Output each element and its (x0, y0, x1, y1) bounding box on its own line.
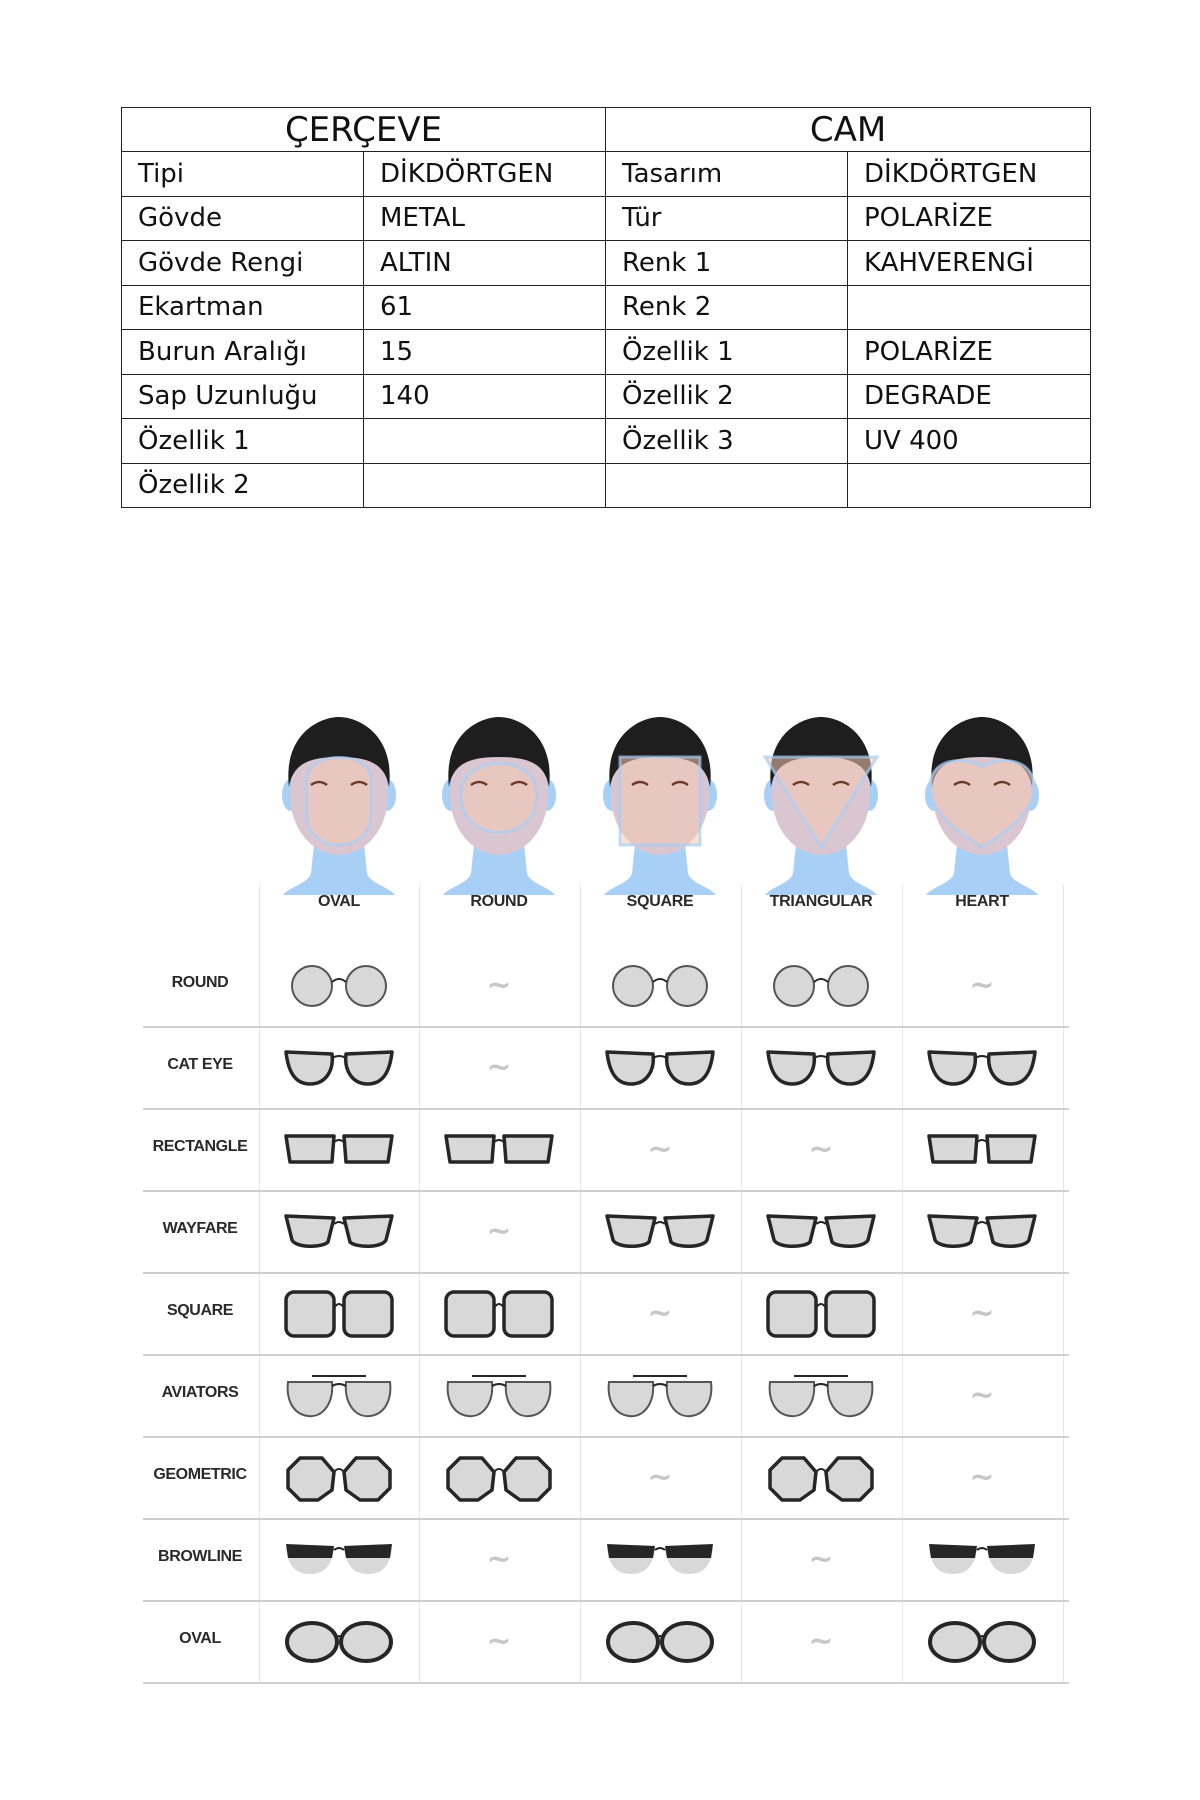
rectangle-glasses-icon (442, 1122, 556, 1178)
suitable-cell (580, 1519, 740, 1601)
suitable-cell (902, 1027, 1062, 1109)
spec-table (121, 107, 1091, 508)
frame-style-label: SQUARE (166, 1302, 234, 1319)
geometric-glasses-icon (764, 1450, 878, 1506)
frame-spec-value: 140 (364, 374, 606, 419)
lens-spec-value: DEGRADE (848, 374, 1091, 419)
wayfarer-glasses-icon (925, 1204, 1039, 1260)
not-suitable-mark: ~ (486, 1624, 512, 1659)
spec-row (122, 241, 1091, 286)
lens-spec-label (606, 463, 848, 508)
suitable-cell (419, 1437, 579, 1519)
not-suitable-mark: ~ (969, 1296, 995, 1331)
spec-row (122, 152, 1091, 197)
not-suitable-cell (902, 1273, 1062, 1355)
suitable-cell (259, 945, 419, 1027)
face-illustration-icon (259, 695, 419, 895)
not-suitable-cell (419, 1601, 579, 1683)
frame-spec-value: METAL (364, 196, 606, 241)
wayfarer-glasses-icon (764, 1204, 878, 1260)
frame-spec-label: Sap Uzunluğu (122, 374, 364, 419)
frame-spec-label: Burun Aralığı (122, 330, 364, 375)
oval-glasses-icon (925, 1614, 1039, 1670)
not-suitable-cell (580, 1109, 740, 1191)
square-glasses-icon (282, 1286, 396, 1342)
round-glasses-icon (282, 958, 396, 1014)
suitable-cell (259, 1273, 419, 1355)
suitable-cell (902, 1519, 1062, 1601)
cat-eye-glasses-icon (925, 1040, 1039, 1096)
frame-style-label: BROWLINE (158, 1548, 242, 1565)
lens-spec-label: Tasarım (606, 152, 848, 197)
face-shape-label: HEART (955, 893, 1009, 910)
aviator-glasses-icon (442, 1368, 556, 1424)
cat-eye-glasses-icon (764, 1040, 878, 1096)
not-suitable-mark: ~ (486, 1214, 512, 1249)
suitable-cell (259, 1191, 419, 1273)
suitable-cell (741, 1437, 901, 1519)
geometric-glasses-icon (442, 1450, 556, 1506)
lens-spec-label: Renk 2 (606, 285, 848, 330)
not-suitable-cell (902, 945, 1062, 1027)
square-glasses-icon (764, 1286, 878, 1342)
frame-style-label: ROUND (171, 974, 229, 991)
frame-section-header: ÇERÇEVE (122, 108, 606, 152)
rectangle-glasses-icon (282, 1122, 396, 1178)
spec-row (122, 285, 1091, 330)
not-suitable-cell (741, 1601, 901, 1683)
not-suitable-mark: ~ (647, 1460, 673, 1495)
face-illustration-icon (741, 695, 901, 895)
suitable-cell (259, 1355, 419, 1437)
lens-section-header: CAM (606, 108, 1091, 152)
not-suitable-mark: ~ (808, 1132, 834, 1167)
not-suitable-cell (419, 945, 579, 1027)
suitable-cell (741, 1027, 901, 1109)
suitable-cell (741, 1273, 901, 1355)
not-suitable-cell (902, 1355, 1062, 1437)
aviator-glasses-icon (603, 1368, 717, 1424)
face-illustration-icon (419, 695, 579, 895)
face-shape-label: OVAL (317, 893, 361, 910)
not-suitable-mark: ~ (486, 968, 512, 1003)
lens-spec-label: Özellik 3 (606, 419, 848, 464)
face-shape-frame-chart (143, 695, 1069, 1705)
not-suitable-cell (741, 1109, 901, 1191)
frame-spec-value: DİKDÖRTGEN (364, 152, 606, 197)
face-shape-oval (259, 695, 419, 895)
not-suitable-mark: ~ (808, 1542, 834, 1577)
suitable-cell (741, 1355, 901, 1437)
not-suitable-mark: ~ (808, 1624, 834, 1659)
aviator-glasses-icon (282, 1368, 396, 1424)
not-suitable-mark: ~ (647, 1296, 673, 1331)
face-shape-round (419, 695, 579, 895)
suitable-cell (419, 1273, 579, 1355)
frame-spec-value: ALTIN (364, 241, 606, 286)
suitable-cell (580, 1601, 740, 1683)
spec-row (122, 419, 1091, 464)
round-glasses-icon (603, 958, 717, 1014)
frame-style-label: GEOMETRIC (153, 1466, 247, 1483)
wayfarer-glasses-icon (282, 1204, 396, 1260)
frame-style-label: WAYFARE (162, 1220, 238, 1237)
browline-glasses-icon (282, 1532, 396, 1588)
column-divider (1063, 885, 1064, 1683)
face-shape-square (580, 695, 740, 895)
not-suitable-mark: ~ (647, 1132, 673, 1167)
frame-style-label: AVIATORS (161, 1384, 239, 1401)
frame-style-label: RECTANGLE (152, 1138, 248, 1155)
suitable-cell (902, 1109, 1062, 1191)
geometric-glasses-icon (282, 1450, 396, 1506)
square-glasses-icon (442, 1286, 556, 1342)
browline-glasses-icon (925, 1532, 1039, 1588)
face-shape-label: ROUND (470, 893, 528, 910)
lens-spec-value: POLARİZE (848, 196, 1091, 241)
spec-row (122, 463, 1091, 508)
frame-spec-label: Ekartman (122, 285, 364, 330)
not-suitable-mark: ~ (486, 1050, 512, 1085)
lens-spec-label: Özellik 2 (606, 374, 848, 419)
frame-style-label: OVAL (179, 1630, 221, 1647)
not-suitable-cell (741, 1519, 901, 1601)
suitable-cell (580, 1191, 740, 1273)
suitable-cell (902, 1191, 1062, 1273)
face-illustration-icon (902, 695, 1062, 895)
lens-spec-label: Renk 1 (606, 241, 848, 286)
face-shape-heart (902, 695, 1062, 895)
not-suitable-cell (580, 1437, 740, 1519)
suitable-cell (580, 1355, 740, 1437)
face-illustration-icon (580, 695, 740, 895)
lens-spec-value: UV 400 (848, 419, 1091, 464)
lens-spec-label: Özellik 1 (606, 330, 848, 375)
cat-eye-glasses-icon (603, 1040, 717, 1096)
not-suitable-mark: ~ (969, 1460, 995, 1495)
cat-eye-glasses-icon (282, 1040, 396, 1096)
spec-row (122, 374, 1091, 419)
lens-spec-value: POLARİZE (848, 330, 1091, 375)
frame-style-label: CAT EYE (167, 1056, 233, 1073)
face-shape-triangular (741, 695, 901, 895)
wayfarer-glasses-icon (603, 1204, 717, 1260)
suitable-cell (259, 1519, 419, 1601)
lens-spec-value (848, 463, 1091, 508)
suitable-cell (580, 945, 740, 1027)
face-shape-label: SQUARE (626, 893, 694, 910)
not-suitable-cell (419, 1519, 579, 1601)
lens-spec-value: DİKDÖRTGEN (848, 152, 1091, 197)
frame-spec-label: Gövde (122, 196, 364, 241)
browline-glasses-icon (603, 1532, 717, 1588)
spec-row (122, 196, 1091, 241)
not-suitable-mark: ~ (486, 1542, 512, 1577)
oval-glasses-icon (282, 1614, 396, 1670)
frame-spec-value: 61 (364, 285, 606, 330)
suitable-cell (259, 1601, 419, 1683)
frame-spec-value: 15 (364, 330, 606, 375)
suitable-cell (741, 945, 901, 1027)
rectangle-glasses-icon (925, 1122, 1039, 1178)
suitable-cell (419, 1109, 579, 1191)
lens-spec-value (848, 285, 1091, 330)
suitable-cell (259, 1027, 419, 1109)
not-suitable-cell (419, 1027, 579, 1109)
frame-spec-label: Özellik 2 (122, 463, 364, 508)
aviator-glasses-icon (764, 1368, 878, 1424)
suitable-cell (419, 1355, 579, 1437)
suitable-cell (580, 1027, 740, 1109)
lens-spec-label: Tür (606, 196, 848, 241)
not-suitable-cell (902, 1437, 1062, 1519)
not-suitable-mark: ~ (969, 1378, 995, 1413)
row-divider (143, 1682, 1069, 1684)
suitable-cell (259, 1109, 419, 1191)
frame-spec-label: Tipi (122, 152, 364, 197)
not-suitable-mark: ~ (969, 968, 995, 1003)
round-glasses-icon (764, 958, 878, 1014)
frame-spec-label: Özellik 1 (122, 419, 364, 464)
not-suitable-cell (419, 1191, 579, 1273)
frame-spec-label: Gövde Rengi (122, 241, 364, 286)
not-suitable-cell (580, 1273, 740, 1355)
lens-spec-value: KAHVERENGİ (848, 241, 1091, 286)
frame-spec-value (364, 419, 606, 464)
face-shape-label: TRIANGULAR (769, 893, 873, 910)
suitable-cell (259, 1437, 419, 1519)
oval-glasses-icon (603, 1614, 717, 1670)
suitable-cell (741, 1191, 901, 1273)
frame-spec-value (364, 463, 606, 508)
suitable-cell (902, 1601, 1062, 1683)
spec-row (122, 330, 1091, 375)
spec-table-header-row (122, 108, 1091, 152)
